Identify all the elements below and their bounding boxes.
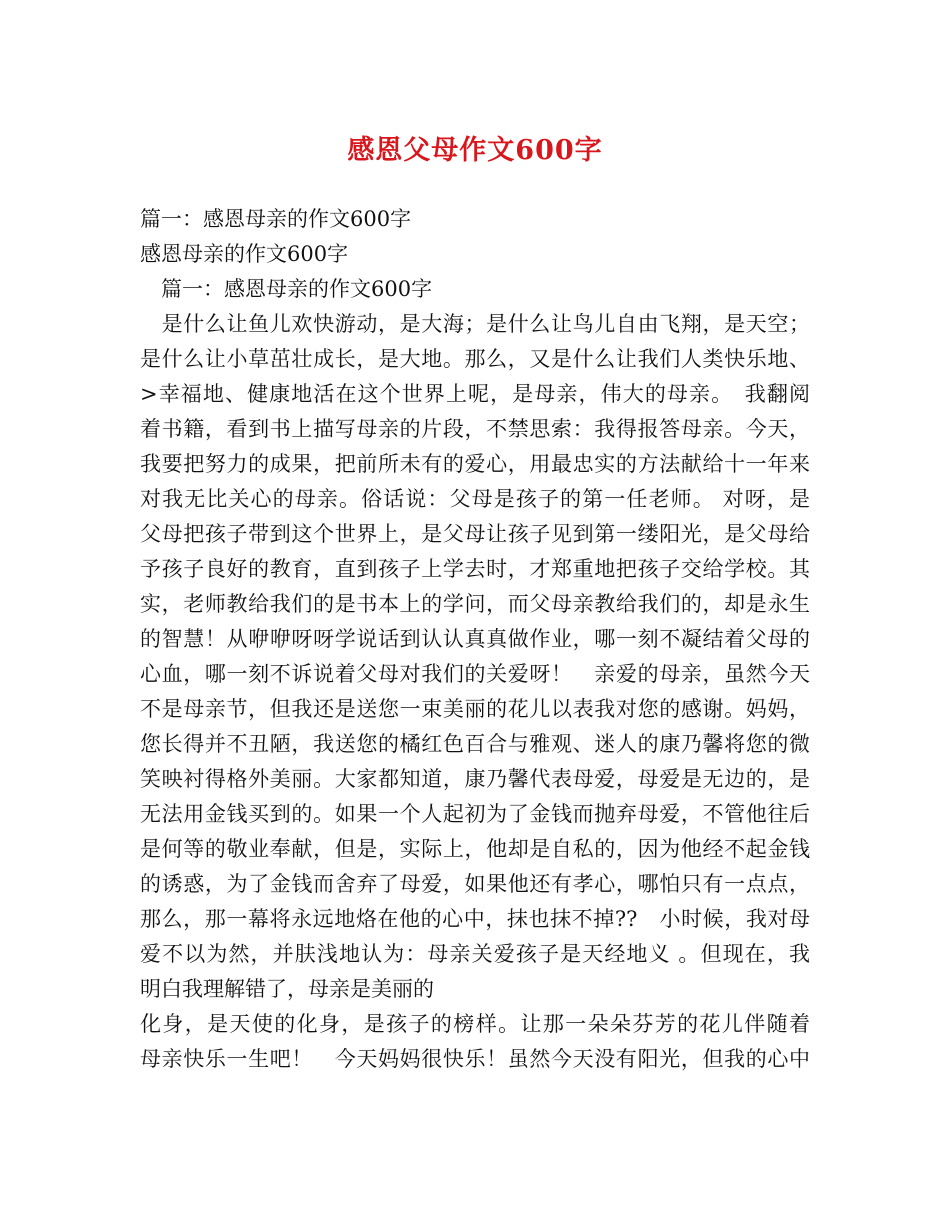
text-line: 着书籍，看到书上描写母亲的片段，不禁思索：我得报答母亲。今天，	[140, 417, 810, 441]
text-line: >幸福地、健康地活在这个世界上呢，是母亲，伟大的母亲。 我翻阅	[140, 382, 810, 406]
text-line: 是何等的敬业奉献，但是，实际上，他却是自私的，因为他经不起金钱	[140, 837, 810, 861]
text-line: 笑映衬得格外美丽。大家都知道，康乃馨代表母爱，母爱是无边的，是	[140, 767, 810, 791]
text-line: 我要把努力的成果，把前所未有的爱心，用最忠实的方法献给十一年来	[140, 452, 810, 476]
text-line: 实，老师教给我们的是书本上的学问，而父母亲教给我们的，却是永生	[140, 592, 810, 616]
text-line: 篇一：感恩母亲的作文600字	[140, 207, 412, 231]
text-line: 那么，那一幕将永远地烙在他的心中，抹也抹不掉?? 小时候，我对母	[140, 907, 810, 931]
text-line: 您长得并不丑陋，我送您的橘红色百合与雅观、迷人的康乃馨将您的微	[140, 732, 810, 756]
text-line: 不是母亲节，但我还是送您一束美丽的花儿以表我对您的感谢。妈妈，	[140, 697, 810, 721]
text-line: 爱不以为然，并肤浅地认为：母亲关爱孩子是天经地义 。但现在，我	[140, 942, 810, 966]
text-line: 是什么让小草茁壮成长，是大地。那么，又是什么让我们人类快乐地、	[140, 347, 810, 371]
text-line: 明白我理解错了，母亲是美丽的	[140, 977, 434, 1001]
text-line: 化身，是天使的化身，是孩子的榜样。让那一朵朵芬芳的花儿伴随着	[140, 1012, 810, 1036]
text-line: 心血，哪一刻不诉说着父母对我们的关爱呀！ 亲爱的母亲，虽然今天	[140, 662, 810, 686]
text-line: 无法用金钱买到的。如果一个人起初为了金钱而抛弃母爱，不管他往后	[140, 802, 810, 826]
text-line: 感恩母亲的作文600字	[140, 242, 349, 266]
document-title: 感恩父母作文600字	[347, 135, 603, 166]
text-line: 父母把孩子带到这个世界上，是父母让孩子见到第一缕阳光，是父母给	[140, 522, 810, 546]
text-line: 篇一：感恩母亲的作文600字	[140, 277, 433, 301]
text-line: 的智慧！从咿咿呀呀学说话到认认真真做作业，哪一刻不凝结着父母的	[140, 627, 810, 651]
text-line: 母亲快乐一生吧！ 今天妈妈很快乐！虽然今天没有阳光，但我的心中	[140, 1047, 810, 1071]
text-line: 的诱惑，为了金钱而舍弃了母爱，如果他还有孝心，哪怕只有一点点，	[140, 872, 810, 896]
text-line: 对我无比关心的母亲。俗话说：父母是孩子的第一任老师。 对呀，是	[140, 487, 810, 511]
text-line: 是什么让鱼儿欢快游动，是大海；是什么让鸟儿自由飞翔，是天空；	[140, 312, 810, 336]
text-line: 予孩子良好的教育，直到孩子上学去时，才郑重地把孩子交给学校。其	[140, 557, 810, 581]
